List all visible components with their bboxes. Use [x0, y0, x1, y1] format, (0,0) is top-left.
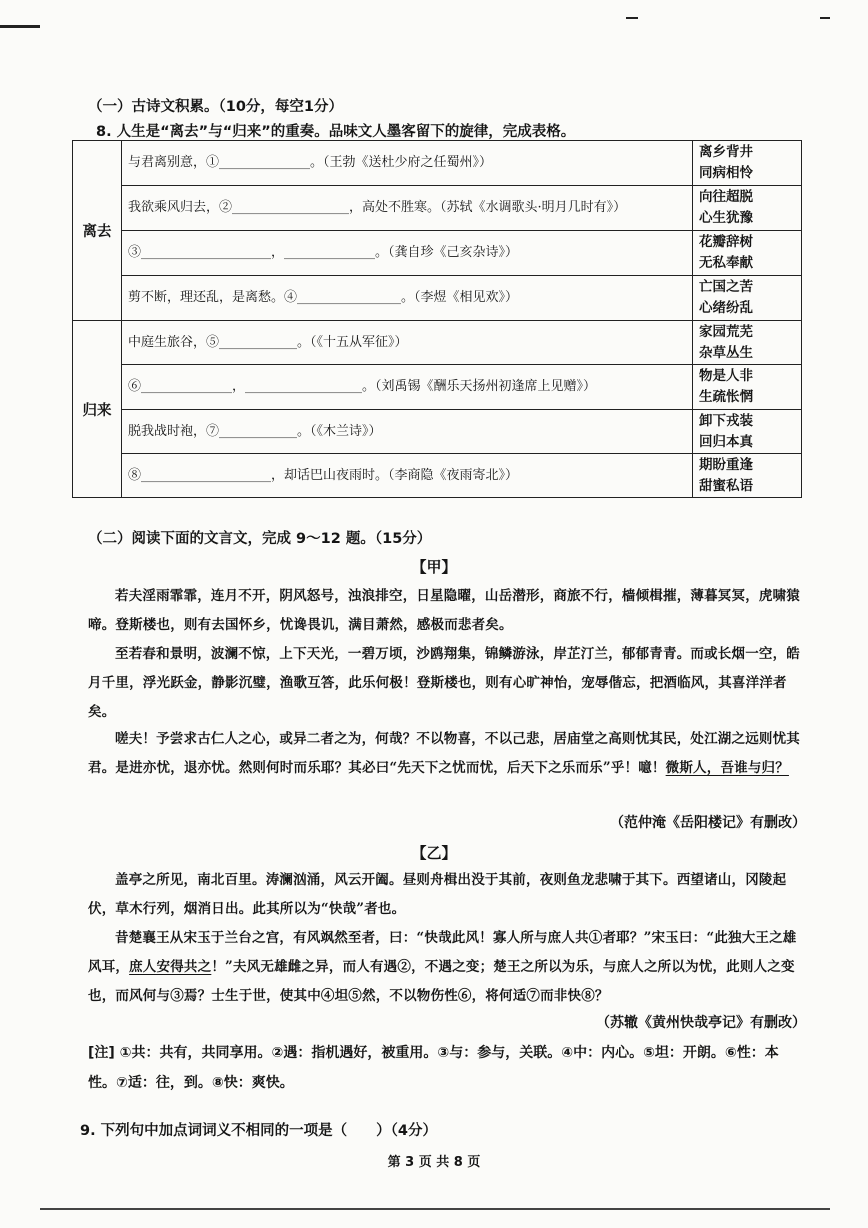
- tag: 卸下戎装: [699, 412, 753, 429]
- tag: 心绪纷乱: [699, 300, 753, 316]
- tag: 向往超脱: [699, 189, 753, 205]
- scan-mark-right-1: [626, 17, 638, 19]
- table-cell-line: ③____________________，______________。（龚自珍《己亥杂诗》）: [122, 231, 693, 276]
- source-jia: （范仲淹《岳阳楼记》有删改）: [610, 815, 806, 831]
- table-row: [73, 276, 802, 321]
- table-cell-line: 我欲乘风归去，②__________________，高处不胜寒。（苏轼《水调歌头·明月几时有》）: [122, 186, 693, 231]
- passage-yi-p1: 盖亭之所见，南北百里。涛澜汹涌，风云开阖。昼则舟楫出没于其前，夜则鱼龙悲啸于其下。西望诸山，冈陵起伏，草木行列，烟消日出。此其所以为“快哉”者也。: [88, 872, 787, 917]
- passage-label-yi: 【乙】: [411, 844, 457, 862]
- group-label-leave: 离去: [73, 141, 122, 321]
- table-row: [73, 410, 802, 454]
- passage-label-jia: 【甲】: [411, 558, 457, 576]
- table-row: [73, 141, 802, 186]
- scan-mark-right-2: [820, 17, 830, 19]
- tag: 离乡背井: [699, 144, 753, 160]
- passage-yi-p2-a: 昔楚襄王从宋玉于兰台之宫，有风飒然至者，曰：“快哉此风！寡人所与庶人共①者耶？”宋玉曰：“此独大王之雄风耳，: [88, 930, 797, 975]
- table-row: [73, 321, 802, 365]
- tag: 甜蜜私语: [699, 477, 753, 494]
- group-label-return: 归来: [73, 321, 122, 498]
- underlined-sentence: 庶人安得共之: [129, 959, 212, 975]
- table-cell-tags: [693, 410, 802, 454]
- table-row: [73, 186, 802, 231]
- tag: 杂草丛生: [699, 344, 753, 361]
- tag: 回归本真: [699, 433, 753, 450]
- table-cell-tags: [693, 276, 802, 321]
- passage-jia-p1: 若夫淫雨霏霏，连月不开，阴风怒号，浊浪排空，日星隐曜，山岳潜形，商旅不行，樯倾楫摧，薄暮冥冥，虎啸猿啼。登斯楼也，则有去国怀乡，忧谗畏讥，满目萧然，感极而悲者矣。: [88, 588, 800, 633]
- passage-jia-p3-text: 嗟夫！予尝求古仁人之心，或异二者之为，何哉？不以物喜，不以己悲，居庙堂之高则忧其民，处江湖之远则忧其君。是进亦忧，退亦忧。然则何时而乐耶？其必曰“先天下之忧而忧，后天下之乐而乐”乎！噫！: [88, 731, 800, 776]
- table-cell-tags: [693, 186, 802, 231]
- tag: 无私奉献: [699, 255, 753, 271]
- question-8-title: 8. 人生是“离去”与“归来”的重奏。品味文人墨客留下的旋律，完成表格。: [96, 124, 576, 140]
- tag: 物是人非: [699, 368, 753, 384]
- scan-mark-left: [0, 25, 40, 28]
- underlined-sentence: 微斯人，吾谁与归？: [665, 760, 789, 776]
- table-cell-tags: [693, 365, 802, 410]
- tag: 心生犹豫: [699, 210, 753, 226]
- passage-yi-p2: [88, 924, 806, 1011]
- passage-jia-p2: 至若春和景明，波澜不惊，上下天光，一碧万顷，沙鸥翔集，锦鳞游泳，岸芷汀兰，郁郁青青。而或长烟一空，皓月千里，浮光跃金，静影沉璧，渔歌互答，此乐何极！登斯楼也，则有心旷神怡，宠辱偕忘，把酒临风，其喜洋洋者矣。: [88, 646, 800, 720]
- page-edge: [40, 1208, 830, 1210]
- page-number: 第 3 页 共 8 页: [387, 1155, 481, 1170]
- table-cell-tags: [693, 321, 802, 365]
- tag: 生疏怅惘: [699, 389, 753, 405]
- table-row: [73, 365, 802, 410]
- question-9-title: 9. 下列句中加点词词义不相同的一项是（ ）（4分）: [80, 1123, 437, 1139]
- table-cell-tags: [693, 141, 802, 186]
- tag: 亡国之苦: [699, 279, 753, 295]
- table-row: [73, 231, 802, 276]
- tag: 期盼重逢: [699, 456, 753, 473]
- passage-yi-p2-b: ！”夫风无雄雌之异，而人有遇②，不遇之变；楚王之所以为乐，与庶人之所以为忧，此则人之变也，而风何与③焉？士生于世，使其中④坦⑤然，不以物伤性⑥，将何适⑦而非快⑧？: [88, 959, 795, 1004]
- poetry-table: [72, 140, 802, 498]
- table-cell-line: 脱我战时袍，⑦____________。（《木兰诗》）: [122, 410, 693, 454]
- table-cell-line: 剪不断，理还乱，是离愁。④________________。（李煜《相见欢》）: [122, 276, 693, 321]
- annotations: [注] ①共：共有，共同享用。②遇：指机遇好，被重用。③与：参与，关联。④中：内心。⑤坦：开朗。⑥性：本性。⑦适：往，到。⑧快：爽快。: [88, 1045, 779, 1091]
- section-title-poetry: （一）古诗文积累。（10分，每空1分）: [88, 99, 344, 115]
- source-yi: （苏辙《黄州快哉亭记》有删改）: [596, 1015, 806, 1031]
- table-cell-line: ⑥______________，__________________。（刘禹锡《酬乐天扬州初逢席上见赠》）: [122, 365, 693, 410]
- table-row: [73, 454, 802, 498]
- table-cell-line: 与君离别意，①______________。（王勃《送杜少府之任蜀州》）: [122, 141, 693, 186]
- passage-jia-p3: [88, 725, 806, 783]
- table-cell-tags: [693, 231, 802, 276]
- tag: 同病相怜: [699, 165, 753, 181]
- tag: 家园荒芜: [699, 323, 753, 340]
- table-cell-tags: [693, 454, 802, 498]
- table-cell-line: 中庭生旅谷，⑤____________。（《十五从军征》）: [122, 321, 693, 365]
- section-title-classical: （二）阅读下面的文言文，完成 9～12 题。（15分）: [88, 531, 432, 547]
- tag: 花瓣辞树: [699, 234, 753, 250]
- table-cell-line: ⑧____________________，却话巴山夜雨时。（李商隐《夜雨寄北》）: [122, 454, 693, 498]
